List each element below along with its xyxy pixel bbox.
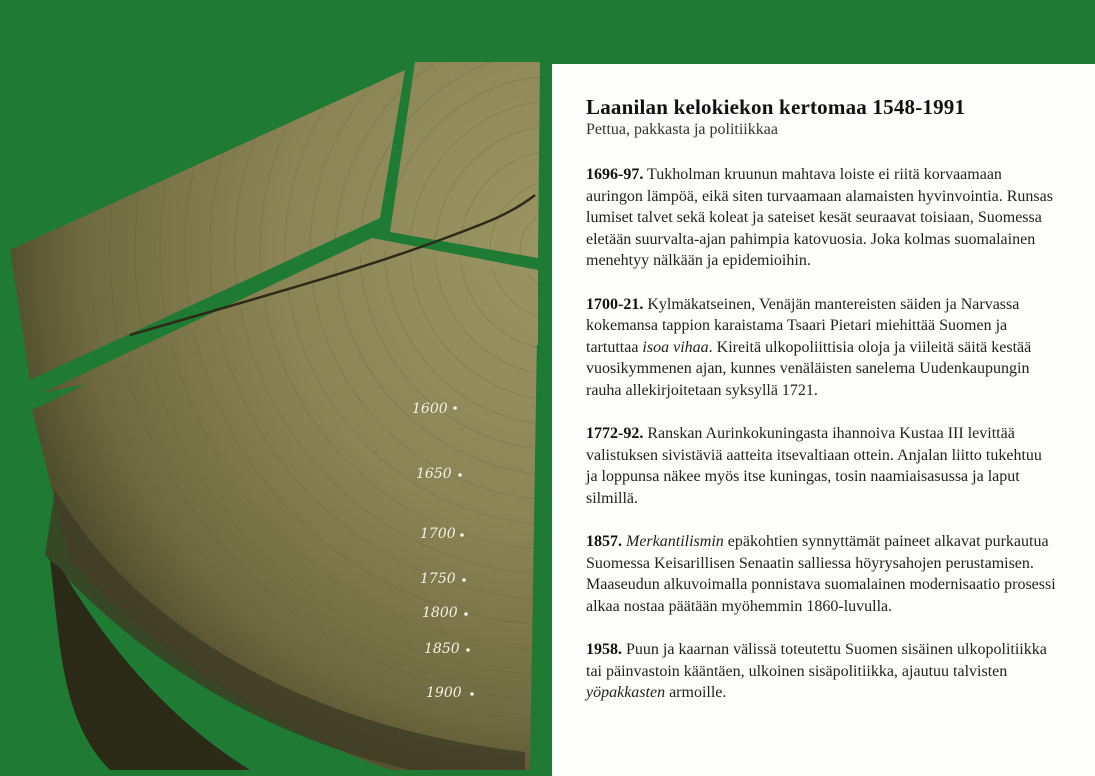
entry-emphasis: yöpakkasten — [586, 684, 666, 701]
page-subtitle: Pettua, pakkasta ja politiikkaa — [586, 121, 778, 138]
entry-text: Kylmäkatseinen, Venäjän mantereisten säiden ja Narvassa kokemansa tappion karaistama Tsaari Pietari miehittää Suomen ja tartuttaa — [586, 295, 1020, 356]
entry-text-cont: . Kireitä ulkopoliittisia oloja ja viileitä säitä kestää vuosikymmenen ajan, kunnes venäläisten sanelema Uudenkaupungin rauha allekirjoitetaan syksyllä 1721. — [586, 338, 1032, 399]
year-mark-1600: 1600 — [412, 401, 448, 417]
year-mark-1900: 1900 — [426, 685, 462, 701]
page-title: Laanilan kelokiekon kertomaa 1548-1991 — [586, 95, 966, 119]
entry-emphasis: isoa vihaa — [642, 338, 709, 356]
entry-year: 1700-21. — [586, 295, 644, 313]
entry-1857 — [586, 531, 1056, 617]
entry-text-cont: armoille. — [665, 684, 727, 701]
entry-1696 — [586, 164, 1056, 272]
entry-text: Ranskan Aurinkokuningasta ihannoiva Kustaa III levittää valistuksen sivistäviä aatteita itsevaltiaan ottein. Anjalan liitto tukehtuu ja loppunsa näkee myös itse kuningas, tosin naamiaisasussa ja laput silmillä. — [586, 425, 1042, 507]
entry-year: 1857. — [586, 533, 622, 550]
text-panel — [552, 64, 1095, 776]
entry-text: epäkohtien synnyttämät paineet alkavat purkautua Suomessa Keisarillisen Senaatin salliessa höyrysahojen perustamisen. Maaseudun alkuvoimalla ponnistava suomalainen modernisaatio prosessi alkaa nostaa päätään myöhemmin 1860-luvulla. — [586, 533, 1056, 615]
entry-text: Tukholman kruunun mahtava loiste ei riitä korvaamaan auringon lämpöä, eikä siten turvaamaan alamaisten hyvinvointia. Runsas lumiset talvet sekä koleat ja sateiset kesät seuraavat toisiaan, Suomessa eletään suurvalta-ajan pahimpia katovuosia. Joka kolmas suomalainen menehtyy nälkään ja epidemioihin. — [586, 166, 1053, 269]
year-mark-1750: 1750 — [420, 571, 456, 587]
year-mark-1700: 1700 — [420, 526, 456, 542]
entry-1700 — [586, 294, 1056, 402]
entry-emphasis: Merkantilismin — [626, 533, 724, 550]
year-mark-1800: 1800 — [422, 605, 458, 621]
entry-text: Puun ja kaarnan välissä toteutettu Suomen sisäinen ulkopolitiikka tai päinvastoin kääntäen, ulkoinen sisäpolitiikka, ajautuu talvisten — [586, 641, 1047, 680]
year-mark-1850: 1850 — [424, 641, 460, 657]
entry-1958 — [586, 639, 1056, 704]
entry-year: 1696-97. — [586, 166, 644, 183]
year-mark-1650: 1650 — [416, 466, 452, 482]
entry-year: 1772-92. — [586, 425, 644, 442]
entry-1772 — [586, 423, 1056, 509]
entry-year: 1958. — [586, 641, 622, 658]
